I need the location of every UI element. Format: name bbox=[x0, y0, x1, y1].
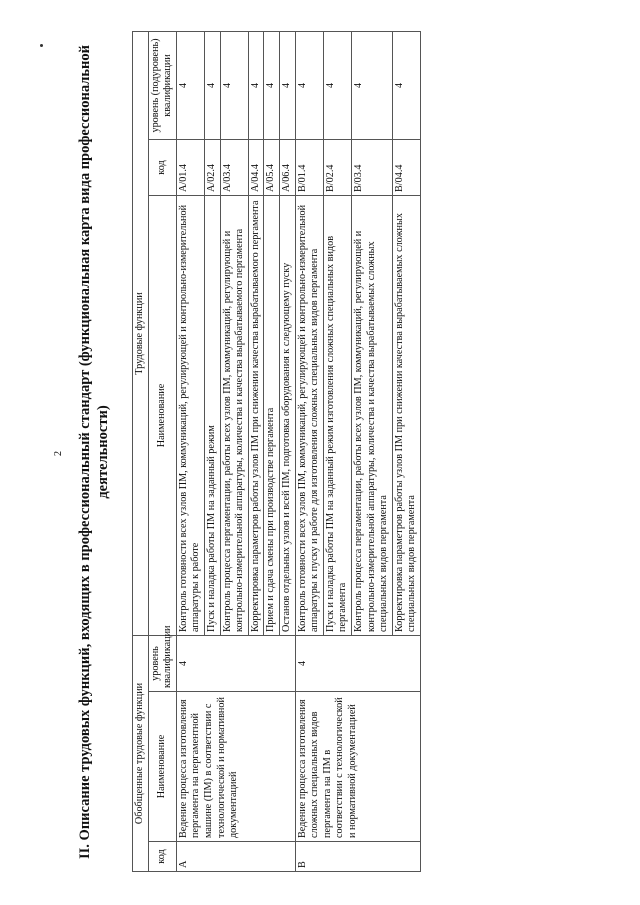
functional-map-table bbox=[132, 31, 421, 872]
header-fn-sublevel: уровень (подуровень) квалификации bbox=[148, 31, 176, 139]
function-name: Прием и сдача смены при производстве пергамента bbox=[264, 195, 280, 635]
group-code: B bbox=[295, 842, 420, 872]
group-name: Ведение процесса изготовления пергамента на пергаментной машине (ПМ) в соответствии с технологической и нормативной документацией bbox=[176, 692, 295, 842]
function-code: A/02.4 bbox=[204, 139, 220, 195]
header-level: уровень квалификации bbox=[148, 635, 176, 691]
header-name: Наименование bbox=[148, 692, 176, 842]
header-generalized: Обобщенные трудовые функции bbox=[133, 635, 149, 871]
function-name: Корректировка параметров работы узлов ПМ при снижении качества вырабатываемого пергамента bbox=[248, 195, 264, 635]
group-level: 4 bbox=[295, 635, 420, 691]
function-level: 4 bbox=[323, 31, 351, 139]
function-name: Контроль процесса пергаментации, работы всех узлов ПМ, коммуникаций, регулирующей и контрольно-измерительной аппаратуры, количества и качества вырабатываемого пергамента bbox=[220, 195, 248, 635]
group-code: A bbox=[176, 842, 295, 872]
function-name: Контроль готовности всех узлов ПМ, коммуникаций, регулирующей и контрольно-измерительной аппаратуры к работе bbox=[176, 195, 204, 635]
group-level: 4 bbox=[176, 635, 295, 691]
section-title: II. Описание трудовых функций, входящих в профессиональный стандарт (функциональная карта вида профессиональной деятельности) bbox=[77, 45, 111, 859]
header-code: код bbox=[148, 842, 176, 872]
header-fn-code: код bbox=[148, 139, 176, 195]
header-row-2 bbox=[148, 31, 176, 871]
function-code: A/05.4 bbox=[264, 139, 280, 195]
function-level: 4 bbox=[176, 31, 204, 139]
function-code: B/01.4 bbox=[295, 139, 323, 195]
function-code: A/03.4 bbox=[220, 139, 248, 195]
function-level: 4 bbox=[279, 31, 295, 139]
function-level: 4 bbox=[248, 31, 264, 139]
table-row bbox=[295, 31, 323, 871]
page-number: 2 bbox=[53, 451, 64, 456]
function-name: Контроль процесса пергаментации, работы всех узлов ПМ, коммуникаций, регулирующей и контрольно-измерительной аппаратуры, количества и качества вырабатываемых сложных специальных видов пергамента bbox=[351, 195, 392, 635]
scan-speck bbox=[40, 44, 43, 47]
function-level: 4 bbox=[264, 31, 280, 139]
table-row bbox=[176, 31, 204, 871]
function-level: 4 bbox=[351, 31, 392, 139]
function-name: Корректировка параметров работы узлов ПМ при снижении качества вырабатываемых сложных специальных видов пергамента bbox=[392, 195, 420, 635]
function-level: 4 bbox=[204, 31, 220, 139]
function-level: 4 bbox=[220, 31, 248, 139]
function-name: Останов отдельных узлов и всей ПМ, подготовка оборудования к следующему пуску bbox=[279, 195, 295, 635]
function-code: B/02.4 bbox=[323, 139, 351, 195]
header-row-1 bbox=[133, 31, 149, 871]
function-code: A/01.4 bbox=[176, 139, 204, 195]
function-code: A/04.4 bbox=[248, 139, 264, 195]
function-code: A/06.4 bbox=[279, 139, 295, 195]
function-code: B/04.4 bbox=[392, 139, 420, 195]
function-code: B/03.4 bbox=[351, 139, 392, 195]
function-name: Пуск и наладка работы ПМ на заданный режим изготовления сложных специальных видов пергамента bbox=[323, 195, 351, 635]
header-labor: Трудовые функции bbox=[133, 31, 149, 635]
function-level: 4 bbox=[295, 31, 323, 139]
function-level: 4 bbox=[392, 31, 420, 139]
header-fn-name: Наименование bbox=[148, 195, 176, 635]
group-name: Ведение процесса изготовления сложных специальных видов пергамента на ПМ в соответствии с технологической и нормативной документацией bbox=[295, 692, 420, 842]
rotated-page-content bbox=[76, 22, 636, 882]
function-name: Контроль готовности всех узлов ПМ, коммуникаций, регулирующей и контрольно-измерительной аппаратуры к пуску и работе для изготовления сложных специальных видов пергамента bbox=[295, 195, 323, 635]
function-name: Пуск и наладка работы ПМ на заданный режим bbox=[204, 195, 220, 635]
